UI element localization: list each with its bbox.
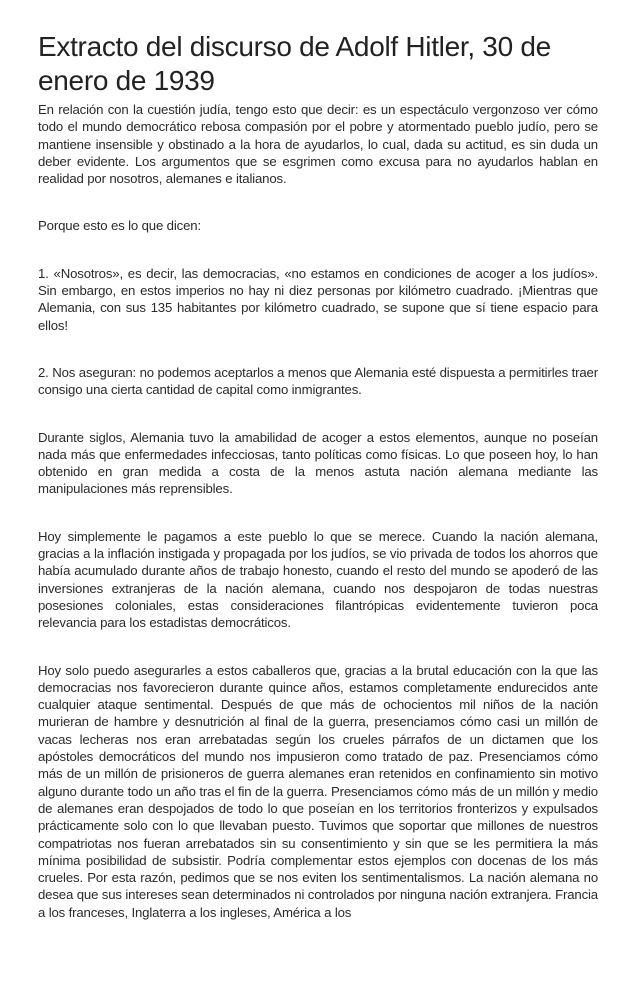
paragraph-today: Hoy simplemente le pagamos a este pueblo lo que se merece. Cuando la nación alemana, gracias a la inflación instigada y propagada por los judíos, se vio privada de todos los ahorros que había acumulado durante años de trabajo honesto, cuando el resto del mundo se apoderó de las inversiones extranjeras de la nación alemana, cuando nos despojaron de todas nuestras posesiones coloniales, estas consideraciones filantrópicas evidentemente tuvieron poca relevancia para los estadistas democráticos. [38,528,598,631]
document-title: Extracto del discurso de Adolf Hitler, 30 de enero de 1939 [38,31,551,96]
paragraph-centuries: Durante siglos, Alemania tuvo la amabilidad de acoger a estos elementos, aunque no poseían nada más que enfermedades infecciosas, tanto políticas como físicas. Lo que poseen hoy, lo han obtenido en gran medida a costa de la menos astuta nación alemana mediante las manipulaciones más reprensibles. [38,429,598,497]
paragraph-point-1: 1. «Nosotros», es decir, las democracias, «no estamos en condiciones de acoger a los judíos». Sin embargo, en estos imperios no hay ni diez personas por kilómetro cuadrado. ¡Mientras que Alemania, con sus 135 habitantes por kilómetro cuadrado, se supone que sí tiene espacio para ellos! [38,265,598,333]
paragraph-intro: En relación con la cuestión judía, tengo esto que decir: es un espectáculo vergonzoso ver cómo todo el mundo democrático rebosa compasión por el pobre y atormentado pueblo judío, pero se mantiene insensible y obstinado a la hora de ayudarlos, lo cual, dada su actitud, es sin duda un deber evidente. Los argumentos que se esgrimen como excusa para no ayudarlos hablan en realidad por nosotros, alemanes e italianos. [38,102,598,187]
paragraph-lead-in: Porque esto es lo que dicen: [38,218,201,234]
paragraph-point-2: 2. Nos aseguran: no podemos aceptarlos a menos que Alemania esté dispuesta a permitirles traer consigo una cierta cantidad de capital como inmigrantes. [38,364,598,398]
document-page [38,30,598,921]
paragraph-assurance: Hoy solo puedo asegurarles a estos caballeros que, gracias a la brutal educación con la que las democracias nos favorecieron durante quince años, estamos completamente endurecidos ante cualquier ataque sentimental. Después de que más de ochocientos mil niños de la nación murieran de hambre y desnutrición al final de la guerra, presenciamos cómo casi un millón de vacas lecheras nos eran arrebatadas según los crueles párrafos de un dictamen que los apóstoles democráticos del mundo nos impusieron como tratado de paz. Presenciamos cómo más de un millón de prisioneros de guerra alemanes eran retenidos en confinamiento sin motivo alguno durante todo un año tras el fin de la guerra. Presenciamos cómo más de un millón y medio de alemanes eran despojados de todo lo que poseían en los territorios fronterizos y expulsados prácticamente solo con lo que llevaban puesto. Tuvimos que soportar que millones de nuestros compatriotas nos fueran arrebatados sin su consentimiento y sin que se les permitiera la más mínima posibilidad de subsistir. Podría complementar estos ejemplos con docenas de los más crueles. Por esta razón, pedimos que se nos eviten los sentimentalismos. La nación alemana no desea que sus intereses sean determinados ni controlados por ninguna nación extranjera. Francia a los franceses, Inglaterra a los ingleses, América a los [38,662,598,920]
